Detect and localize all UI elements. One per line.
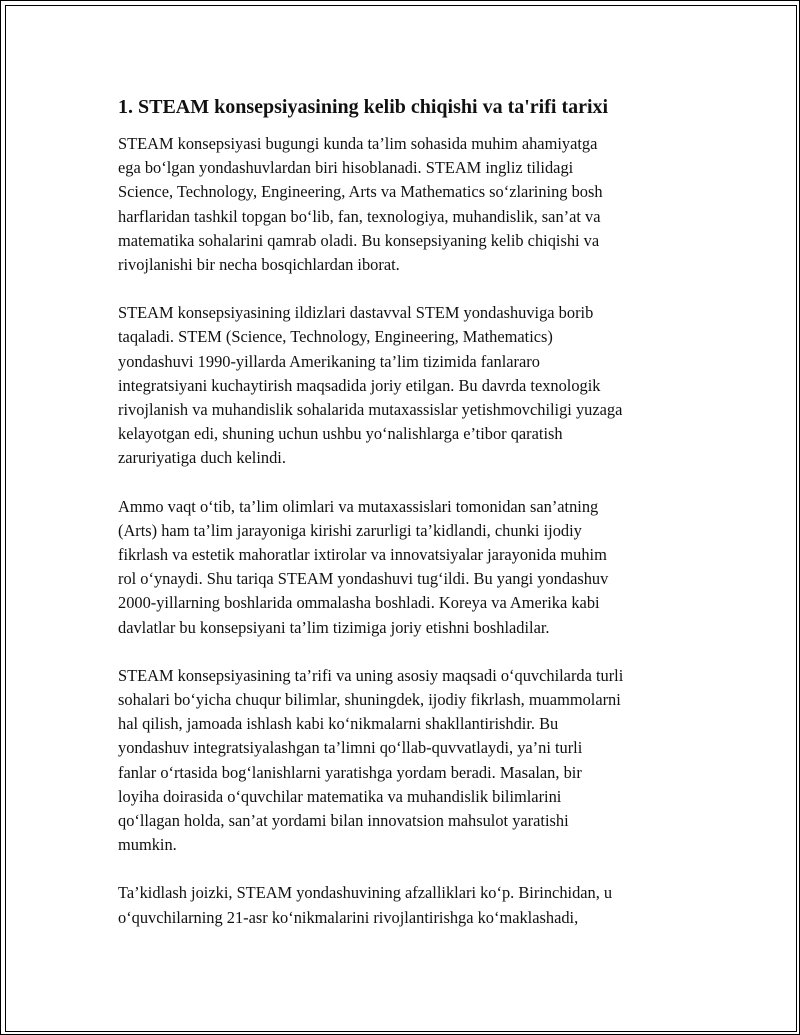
document-body [118,93,698,954]
text-line: o‘quvchilarning 21-asr ko‘nikmalarini rivojlantirishga ko‘maklashadi, [118,907,579,927]
text-line: Ta’kidlash joizki, STEAM yondashuvining afzalliklari ko‘p. Birinchidan, u [118,883,613,903]
text-line: loyiha doirasida o‘quvchilar matematika va muhandislik bilimlarini [118,786,562,806]
text-line: davlatlar bu konsepsiyani ta’lim tizimiga joriy etishni boshladilar. [118,617,550,637]
text-line: integratsiyani kuchaytirish maqsadida joriy etilgan. Bu davrda texnologik [118,375,601,395]
text-line: rivojlanish va muhandislik sohalarida mutaxassislar yetishmovchiligi yuzaga [118,400,623,420]
text-line: Ammo vaqt o‘tib, ta’lim olimlari va mutaxassislari tomonidan san’atning [118,496,599,516]
paragraph-5 [118,881,698,929]
text-line: 2000-yillarning boshlarida ommalasha boshladi. Koreya va Amerika kabi [118,593,600,613]
text-line: qo‘llagan holda, san’at yordami bilan innovatsion mahsulot yaratishi [118,811,569,831]
text-line: ega bo‘lgan yondashuvlardan biri hisoblanadi. STEAM ingliz tilidagi [118,158,574,178]
text-line: yondashuvi 1990-yillarda Amerikaning ta’lim tizimida fanlararo [118,351,540,371]
text-line: STEAM konsepsiyasining ildizlari dastavval STEM yondashuviga borib [118,303,594,323]
text-line: mumkin. [118,835,177,855]
text-line: rol o‘ynaydi. Shu tariqa STEAM yondashuvi tug‘ildi. Bu yangi yondashuv [118,569,609,589]
text-line: sohalari bo‘yicha chuqur bilimlar, shuningdek, ijodiy fikrlash, muammolarni [118,690,621,710]
paragraph-2 [118,301,698,470]
text-line: fikrlash va estetik mahoratlar ixtirolar va innovatsiyalar jarayonida muhim [118,545,607,565]
text-line: fanlar o‘rtasida bog‘lanishlarni yaratishga yordam beradi. Masalan, bir [118,762,582,782]
text-line: kelayotgan edi, shuning uchun ushbu yo‘nalishlarga e’tibor qaratish [118,424,563,444]
text-line: taqaladi. STEM (Science, Technology, Engineering, Mathematics) [118,327,553,347]
section-heading: 1. STEAM konsepsiyasining kelib chiqishi va ta'rifi tarixi [118,96,609,118]
text-line: STEAM konsepsiyasining ta’rifi va uning asosiy maqsadi o‘quvchilarda turli [118,665,624,685]
text-line: yondashuv integratsiyalashgan ta’limni qo‘llab-quvvatlaydi, ya’ni turli [118,738,583,758]
paragraph-3 [118,495,698,640]
text-line: matematika sohalarini qamrab oladi. Bu konsepsiyaning kelib chiqishi va [118,230,600,250]
paragraph-4 [118,664,698,858]
text-line: STEAM konsepsiyasi bugungi kunda ta’lim sohasida muhim ahamiyatga [118,134,598,153]
text-line: zaruriyatiga duch kelindi. [118,448,286,468]
text-line: hal qilish, jamoada ishlash kabi ko‘nikmalarni shakllantirishdir. Bu [118,714,559,734]
text-line: Science, Technology, Engineering, Arts va Mathematics so‘zlarining bosh [118,182,603,202]
text-line: harflaridan tashkil topgan bo‘lib, fan, texnologiya, muhandislik, san’at va [118,206,601,226]
paragraph-1 [118,132,698,277]
text-line: rivojlanishi bir necha bosqichlardan iborat. [118,255,400,275]
text-line: (Arts) ham ta’lim jarayoniga kirishi zarurligi ta’kidlandi, chunki ijodiy [118,520,582,540]
